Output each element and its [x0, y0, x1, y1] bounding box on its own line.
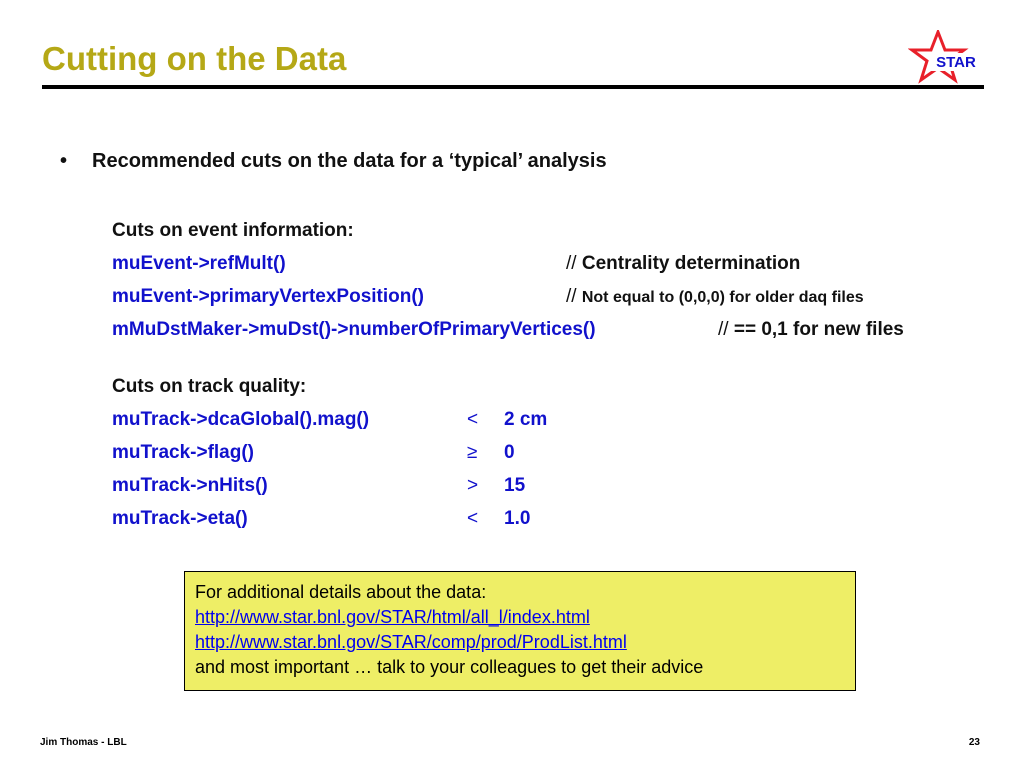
info-link-prodlist[interactable]: http://www.star.bnl.gov/STAR/comp/prod/ProdList.html — [195, 632, 627, 652]
track-cut-row — [112, 508, 531, 530]
track-cut-code: muTrack->flag() — [112, 442, 255, 463]
event-cut-code: mMuDstMaker->muDst()->numberOfPrimaryVertices() — [112, 319, 596, 340]
event-cut-row — [112, 286, 942, 308]
track-cut-value: 15 — [504, 475, 526, 496]
track-cut-code: muTrack->nHits() — [112, 475, 268, 496]
track-cut-operator: ≥ — [467, 442, 478, 463]
track-cut-operator: < — [467, 508, 479, 529]
title-divider — [42, 85, 984, 89]
bullet-text: Recommended cuts on the data for a ‘typical’ analysis — [92, 150, 607, 172]
info-link-all-l[interactable]: http://www.star.bnl.gov/STAR/html/all_l/index.html — [195, 607, 590, 627]
logo-text: STAR — [936, 54, 976, 71]
bullet-item — [60, 150, 607, 173]
event-cut-comment: // Not equal to (0,0,0) for older daq files — [566, 286, 864, 307]
bullet-icon: • — [60, 150, 68, 172]
page-number: 23 — [968, 737, 980, 748]
track-cut-value: 0 — [504, 442, 515, 463]
track-cuts-heading: Cuts on track quality: — [112, 376, 307, 397]
event-cut-comment: // == 0,1 for new files — [718, 319, 904, 340]
track-cut-row — [112, 409, 548, 431]
event-cut-row — [112, 253, 942, 275]
track-cut-operator: < — [467, 409, 479, 430]
event-cuts-heading: Cuts on event information: — [112, 220, 354, 241]
event-cut-comment: // Centrality determination — [566, 253, 801, 274]
info-box-intro: For additional details about the data: — [195, 582, 487, 602]
star-logo — [908, 30, 986, 86]
track-cut-code: muTrack->eta() — [112, 508, 248, 529]
event-cut-code: muEvent->primaryVertexPosition() — [112, 286, 425, 307]
track-cut-value: 2 cm — [504, 409, 548, 430]
event-cut-code: muEvent->refMult() — [112, 253, 286, 274]
track-cut-code: muTrack->dcaGlobal().mag() — [112, 409, 370, 430]
info-box — [184, 571, 856, 691]
footer-author: Jim Thomas - LBL — [40, 737, 127, 748]
event-cut-row — [112, 319, 942, 341]
track-cut-row — [112, 475, 526, 497]
track-cut-operator: > — [467, 475, 479, 496]
slide-title: Cutting on the Data — [42, 40, 347, 77]
track-cut-value: 1.0 — [504, 508, 531, 529]
info-box-advice: and most important … talk to your colleagues to get their advice — [195, 657, 704, 677]
track-cut-row — [112, 442, 515, 464]
